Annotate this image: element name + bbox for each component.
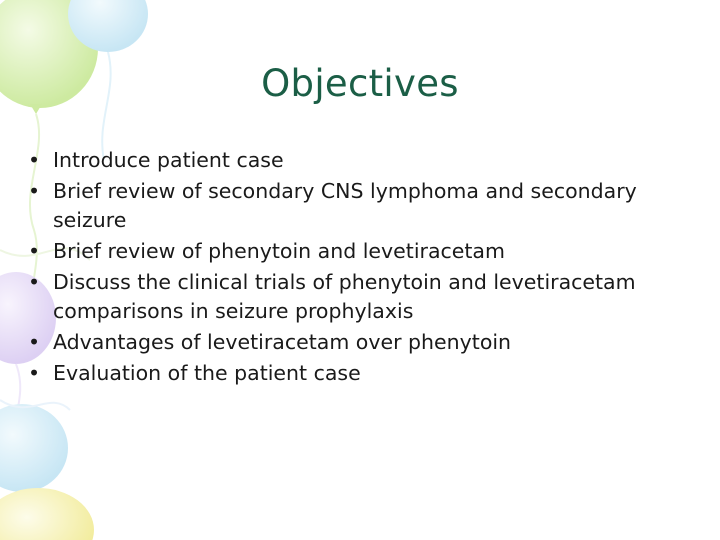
- bullet-item: [28, 177, 708, 235]
- bullet-marker: •: [28, 239, 41, 263]
- slide-title: Objectives: [261, 62, 459, 105]
- bullet-item: [28, 328, 708, 357]
- bullet-item: [28, 237, 708, 266]
- bullet-text: Advantages of levetiracetam over phenytoin: [53, 330, 512, 354]
- bullet-item: [28, 268, 708, 326]
- bullet-text: Brief review of secondary CNS lymphoma and secondary seizure: [53, 179, 637, 232]
- bullet-text: Discuss the clinical trials of phenytoin and levetiracetam comparisons in seizure prophylaxis: [53, 270, 636, 323]
- bullet-marker: •: [28, 179, 41, 203]
- bullet-marker: •: [28, 148, 41, 172]
- bullet-text: Introduce patient case: [53, 148, 284, 172]
- bullet-marker: •: [28, 270, 41, 294]
- bullet-marker: •: [28, 330, 41, 354]
- bullet-marker: •: [28, 361, 41, 385]
- bullet-item: [28, 359, 708, 388]
- balloon-yellow: [0, 488, 94, 540]
- bullet-text: Evaluation of the patient case: [53, 361, 361, 385]
- balloon-blue-lower: [0, 404, 68, 492]
- bullet-item: [28, 146, 708, 175]
- bullet-list: [28, 146, 708, 390]
- bullet-text: Brief review of phenytoin and levetiracetam: [53, 239, 505, 263]
